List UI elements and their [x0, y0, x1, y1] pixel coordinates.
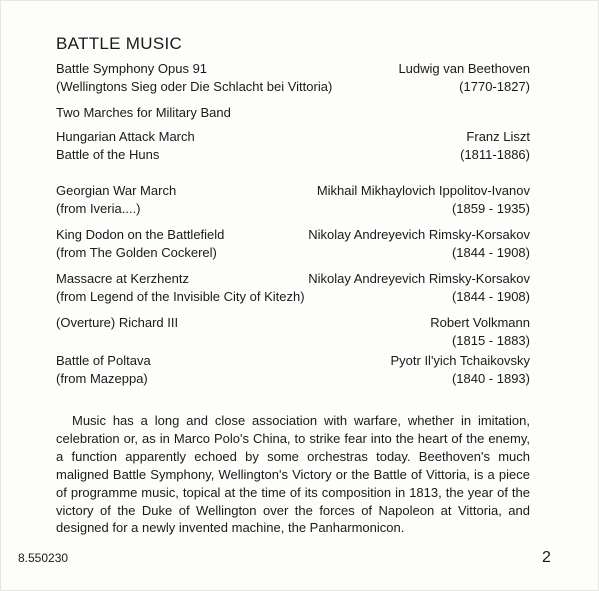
composer-name: Pyotr Il'yich Tchaikovsky [390, 353, 530, 368]
work-title-row [56, 226, 530, 244]
composer-name: Franz Liszt [466, 129, 530, 144]
work-title-row [56, 60, 530, 78]
work-title-row [56, 128, 530, 146]
composer-name: Nikolay Andreyevich Rimsky-Korsakov [308, 227, 530, 242]
composer-name: Mikhail Mikhaylovich Ippolitov-Ivanov [316, 183, 530, 198]
work-subtitle-row [56, 244, 530, 262]
work-title-row [56, 352, 530, 370]
work-title: Hungarian Attack March [56, 129, 195, 144]
section-title: Two Marches for Military Band [56, 105, 231, 120]
composer-dates: (1844 - 1908) [451, 245, 530, 260]
composer-dates: (1840 - 1893) [451, 371, 530, 386]
composer-dates: (1815 - 1883) [451, 333, 530, 348]
work-subtitle: (from The Golden Cockerel) [56, 245, 217, 260]
section-title-row [56, 104, 530, 122]
page-number: 2 [542, 549, 551, 566]
work-subtitle-row [56, 288, 530, 306]
work-title: Battle of Poltava [56, 353, 151, 368]
work-title: (Overture) Richard III [56, 315, 179, 330]
composer-name: Nikolay Andreyevich Rimsky-Korsakov [308, 271, 530, 286]
work-title: Georgian War March [56, 183, 177, 198]
work-subtitle: (from Mazeppa) [56, 371, 148, 386]
work-title-row [56, 270, 530, 288]
composer-dates: (1844 - 1908) [451, 289, 530, 304]
work-subtitle-row [56, 146, 530, 164]
page-heading: BATTLE MUSIC [56, 34, 183, 53]
work-subtitle: Battle of the Huns [56, 147, 160, 162]
work-title-row [56, 182, 530, 200]
work-title-row [56, 314, 530, 332]
work-title: King Dodon on the Battlefield [56, 227, 225, 242]
work-title: Battle Symphony Opus 91 [56, 61, 208, 76]
composer-dates: (1859 - 1935) [451, 201, 530, 216]
composer-name: Robert Volkmann [430, 315, 530, 330]
catalog-number: 8.550230 [18, 551, 69, 565]
composer-dates: (1811-1886) [460, 147, 530, 162]
composer-name: Ludwig van Beethoven [398, 61, 530, 76]
work-subtitle: (from Legend of the Invisible City of Kitezh) [56, 289, 305, 304]
work-subtitle-row [56, 332, 530, 350]
work-subtitle-row [56, 200, 530, 218]
work-subtitle-row [56, 78, 530, 96]
work-subtitle-row [56, 370, 530, 388]
work-subtitle: (Wellingtons Sieg oder Die Schlacht bei Vittoria) [56, 79, 333, 94]
composer-dates: (1770-1827) [459, 79, 530, 94]
body-paragraph: Music has a long and close association with warfare, whether in imitation, celebration or, as in Marco Polo's China, to strike fear into the heart of the enemy, a function apparently echoed by some orchestras today. Beethoven's much maligned Battle Symphony, Wellington's Victory or the Battle of Vittoria, is a piece of programme music, topical at the time of its composition in 1813, the year of the victory of the Duke of Wellington over the forces of Napoleon at Vittoria, and designed for a newly invented machine, the Panharmonicon. [56, 413, 530, 536]
work-title: Massacre at Kerzhentz [56, 271, 189, 286]
work-subtitle: (from Iveria....) [56, 201, 141, 216]
